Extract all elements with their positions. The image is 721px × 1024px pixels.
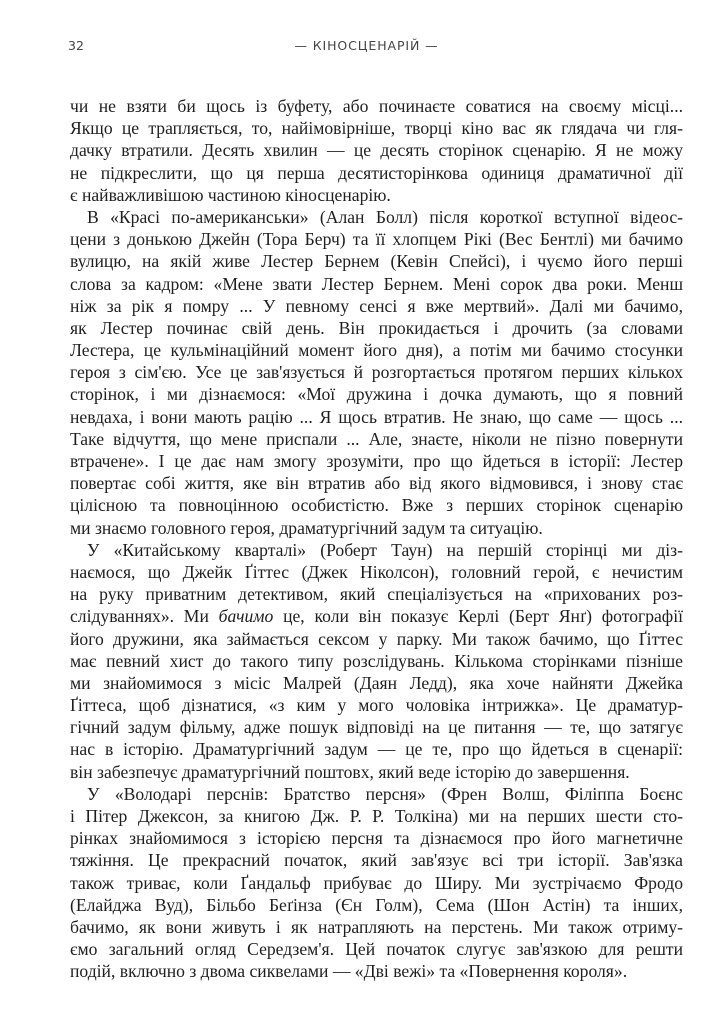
text-line: рінках знайомимося з історією персня та дізнаємося про його магнетичне bbox=[70, 828, 683, 849]
paragraph-chinatown bbox=[70, 539, 683, 783]
text-line: Лестера, це кульмінаційний момент його дня), а потім ми бачимо стосунки bbox=[70, 340, 683, 361]
text-line: він забезпечує драматургічний поштовх, який веде історію до завершення. bbox=[70, 761, 630, 782]
text-line: повертає собі життя, яке він втратив або від якого відмовився, і знову стає bbox=[70, 473, 683, 494]
running-title: — КІНОСЦЕНАРІЙ — bbox=[294, 38, 439, 53]
text-line: (Елайджа Вуд), Більбо Беґінза (Єн Голм), Сема (Шон Астін) та інших, bbox=[70, 894, 683, 915]
text-line: як Лестер починає свій день. Він прокидається і дрочить (за словами bbox=[70, 317, 683, 338]
text-line: невдаха, і вони мають рацію ... Я щось втратив. Не знаю, що саме — щось ... bbox=[70, 406, 683, 427]
text-line: ніж за рік я помру ... У певному сенсі я вже мертвий». Далі ми бачимо, bbox=[70, 295, 683, 316]
text-line: не підкреслити, що ця перша десятисторінкова одиниця драматичної дії bbox=[70, 162, 683, 183]
text-line: має певний хист до такого типу розслідувань. Кількома сторінками пізніше bbox=[70, 650, 683, 671]
paragraph-lord-of-the-rings bbox=[70, 783, 683, 983]
running-header bbox=[0, 38, 721, 58]
text-line: подій, включно з двома сиквелами — «Дві вежі» та «Повернення короля». bbox=[70, 961, 628, 982]
page-number: 32 bbox=[68, 38, 84, 53]
text-line: слова за кадром: «Мене звати Лестер Бернем. Мені сорок два роки. Менш bbox=[70, 273, 683, 294]
text-line: втрачене». І це дає нам змогу зрозуміти, про що йдеться в історії: Лестер bbox=[70, 451, 683, 471]
text-line: Ґіттеса, щоб дізнатися, «з ким у мого чоловіка інтрижка». Це драматур- bbox=[70, 695, 683, 716]
text-line: цілісною та повноцінною особистістю. Вже з перших сторінок сценарію bbox=[70, 495, 683, 516]
text-line: вулицю, на якій живе Лестер Бернем (Кевін Спейсі), і чуємо його перші bbox=[70, 251, 683, 272]
text-line: ми знайомимося з місіс Малрей (Даян Ледд), яка хоче найняти Джейка bbox=[70, 672, 683, 693]
text-line: Якщо це трапляється, то, найімовірніше, творці кіно вас як глядача чи гля- bbox=[70, 118, 683, 139]
text-line: героя з сім'єю. Усе це зав'язується й розгортається протягом перших кількох bbox=[70, 362, 683, 383]
text-line: бачимо, як вони живуть і як натрапляють на перстень. Ми також отриму- bbox=[70, 916, 683, 937]
text-line: тяжіння. Це прекрасний початок, який зав'язує всі три історії. Зав'язка bbox=[70, 850, 683, 871]
text-line: цени з донькою Джейн (Тора Берч) та її хлопцем Рікі (Вес Бентлі) ми бачимо bbox=[70, 229, 683, 250]
text-line: є найважливішою частиною кіносценарію. bbox=[70, 184, 391, 205]
text-line: також триває, коли Ґандальф прибуває до Ширу. Ми зустрічаємо Фродо bbox=[70, 872, 683, 893]
text-line: на руку приватним детективом, який спеціалізується на «прихованих роз- bbox=[70, 584, 683, 605]
text-line: гічний задум фільму, адже пошук відповіді на це питання — те, що затягує bbox=[70, 717, 683, 738]
text-line: Таке відчуття, що мене приспали ... Але, знаєте, ніколи не пізно повернути bbox=[70, 428, 683, 449]
text-line: У «Китайському кварталі» (Роберт Таун) на першій сторінці ми діз- bbox=[87, 539, 683, 560]
page-body bbox=[70, 95, 683, 983]
text-line: сторінок, і ми дізнаємося: «Мої дружина і дочка думають, що я повний bbox=[70, 384, 683, 405]
text-line-with-emphasis bbox=[70, 605, 683, 627]
text-line: його дружини, яка займається сексом у парку. Ми також бачимо, що Ґіттес bbox=[70, 628, 683, 649]
text-line: і Пітер Джексон, за книгою Дж. Р. Р. Толкіна) ми на перших шести сто- bbox=[70, 806, 683, 826]
text-line: наємося, що Джейк Ґіттес (Джек Ніколсон), головний герой, є нечистим bbox=[70, 561, 683, 582]
text-line: В «Красі по-американськи» (Алан Болл) після короткої вступної відеос- bbox=[87, 206, 683, 227]
text-line: дачку втратили. Десять хвилин — це десять сторінок сценарію. Я не можу bbox=[70, 140, 683, 161]
text-line: ми знаємо головного героя, драматургічний задум та ситуацію. bbox=[70, 517, 543, 538]
emphasized-word: бачимо bbox=[218, 606, 274, 627]
paragraph-1 bbox=[70, 95, 683, 206]
text-line: ємо загальний огляд Середзем'я. Цей початок слугує зав'язкою для решти bbox=[70, 939, 683, 960]
text-line: У «Володарі перснів: Братство персня» (Френ Волш, Філіппа Боєнс bbox=[87, 783, 683, 804]
text-fragment: слідуваннях». Ми bbox=[70, 606, 219, 627]
paragraph-american-beauty bbox=[70, 206, 683, 539]
text-line: нас в історію. Драматургічний задум — це те, про що йдеться в сценарії: bbox=[70, 739, 683, 760]
text-line: чи не взяти би щось із буфету, або починаєте соватися на своєму місці... bbox=[70, 96, 683, 116]
text-fragment: це, коли він показує Керлі (Берт Янґ) фотографії bbox=[273, 606, 683, 627]
